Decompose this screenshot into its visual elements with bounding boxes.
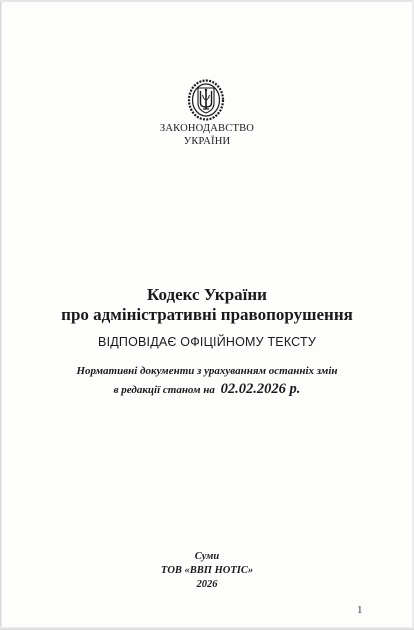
document-subtitle: про адміністративні правопорушення bbox=[61, 305, 353, 324]
revision-note: Нормативні документи з урахуванням останніх змін bbox=[76, 365, 338, 377]
official-text-notice: ВІДПОВІДАЄ ОФІЦІЙНОМУ ТЕКСТУ bbox=[98, 335, 316, 349]
imprint-company: ТОВ «ВВП НОТІС» bbox=[160, 565, 254, 576]
page-number: 1 bbox=[357, 604, 363, 616]
edition-date: 02.02.2026 р. bbox=[220, 381, 301, 397]
edition-line bbox=[0, 381, 414, 398]
publisher-line-2: УКРАЇНИ bbox=[183, 136, 231, 147]
scan-edge-top bbox=[0, 0, 414, 2]
trident-emblem-icon bbox=[186, 78, 226, 122]
document-title: Кодекс України bbox=[147, 285, 267, 304]
publisher-line-1: ЗАКОНОДАВСТВО bbox=[159, 123, 255, 134]
imprint-city: Суми bbox=[194, 551, 220, 562]
edition-prefix: в редакції станом на bbox=[113, 384, 215, 396]
imprint-year: 2026 bbox=[196, 579, 218, 590]
